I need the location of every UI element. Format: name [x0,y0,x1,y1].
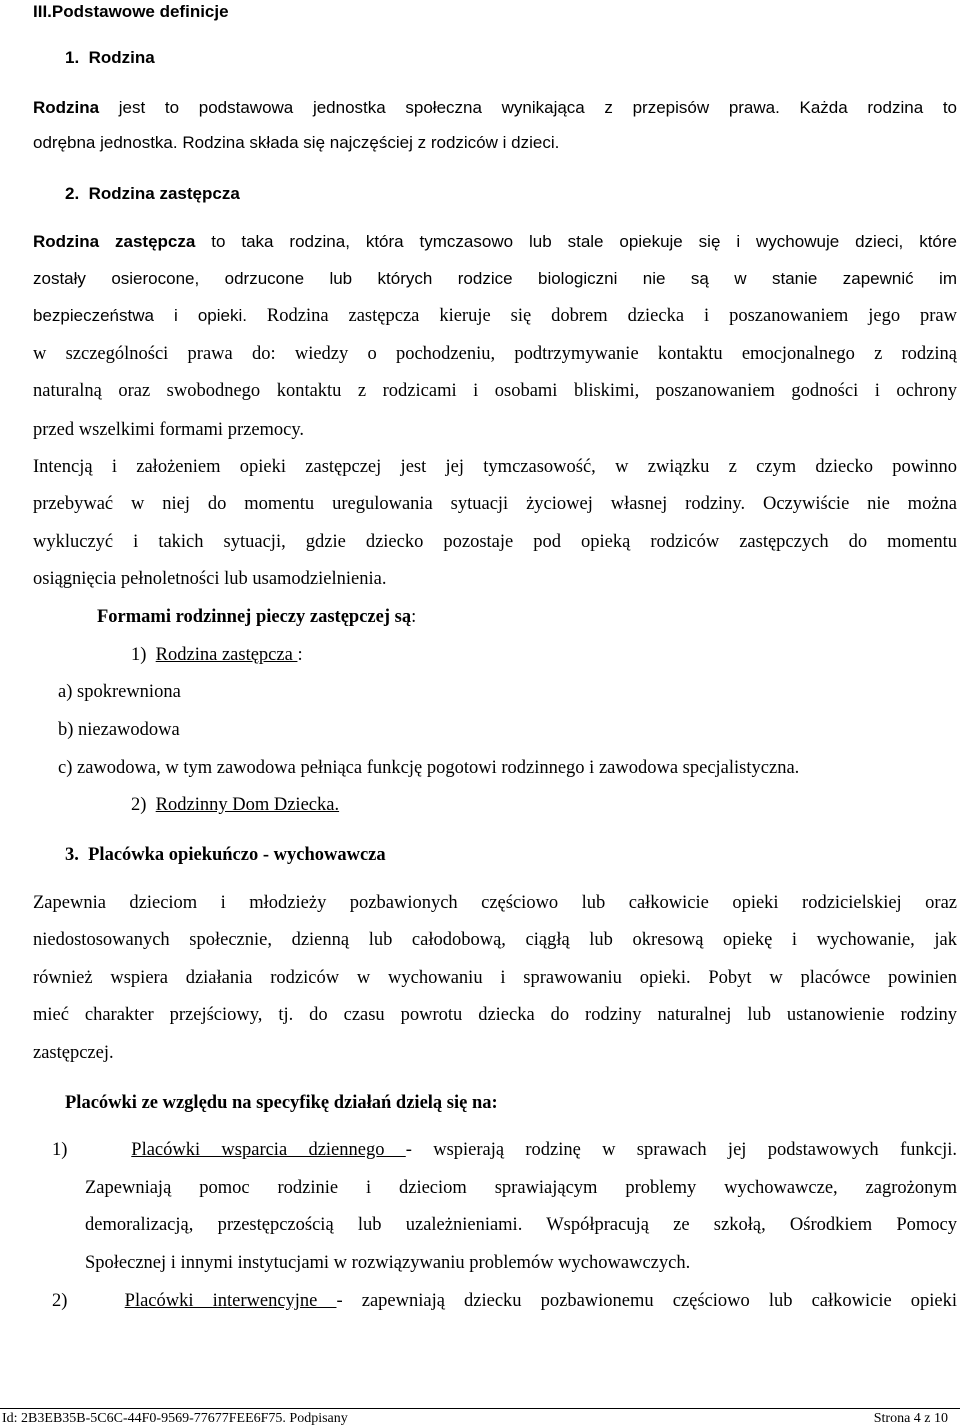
intencja-line-2: przebywać w niej do momentu uregulowania sytuacji życiowej własnej rodziny. Oczywiście nie można [33,494,957,514]
form-1: 1) Rodzina zastępcza : [131,645,303,665]
type-2-line-1: 2) Placówki interwencyjne - zapewniają dziecku pozbawionemu częściowo lub całkowicie opieki [52,1291,957,1311]
zastepcza-line-5: naturalną oraz swobodnego kontaktu z rodzicami i osobami bliskimi, poszanowaniem godności i ochrony [33,381,957,401]
section-title: Podstawowe definicje [51,2,229,21]
term-rodzina-zastepcza: Rodzina zastępcza [33,232,196,251]
intencja-line-3: wykluczyć i takich sytuacji, gdzie dziecko pozostaje pod opieką rodziców zastępczych do momentu [33,532,957,552]
footer-document-id: Id: 2B3EB35B-5C6C-44F0-9569-77677FEE6F75. Podpisany [2,1411,348,1426]
footer-page-number: Strona 4 z 10 [873,1411,948,1426]
form-1-label: Rodzina zastępcza [155,645,298,665]
heading-rodzina: 1. Rodzina [65,48,155,67]
form-2-label: Rodzinny Dom Dziecka. [155,795,340,815]
forms-heading: Formami rodzinnej pieczy zastępczej są: [97,607,417,627]
placowka-line-2: niedostosowanych społecznie, dzienną lub całodobową, ciągłą lub okresową opiekę i wychowanie, jak [33,930,957,950]
type-1-label: Placówki wsparcia dziennego [131,1140,406,1160]
rodzina-definition-line-2: odrębna jednostka. Rodzina składa się najczęściej z rodziców i dzieci. [33,133,560,152]
zastepcza-line-3: bezpieczeństwa i opieki. Rodzina zastępcza kieruje się dobrem dziecka i poszanowaniem jego praw [33,306,957,326]
type-1-line-2: Zapewniają pomoc rodzinie i dzieciom sprawiającym problemy wychowawcze, zagrożonym [85,1178,957,1198]
type-2-label: Placówki interwencyjne [124,1291,337,1311]
zastepcza-line-6: przed wszelkimi formami przemocy. [33,420,305,440]
placowka-line-1: Zapewnia dzieciom i młodzieży pozbawionych częściowo lub całkowicie opieki rodzicielskiej oraz [33,893,957,913]
zastepcza-line-2: zostały osierocone, odrzucone lub których rodzice biologiczni nie są w stanie zapewnić im [33,269,957,288]
term-rodzina: Rodzina [33,98,100,117]
placowka-line-5: zastępczej. [33,1043,114,1063]
types-heading: Placówki ze względu na specyfikę działań dzielą się na: [65,1093,498,1113]
type-1-line-3: demoralizacją, przestępczością lub uzależnieniami. Współpracują ze szkołą, Ośrodkiem Pomocy [85,1215,957,1235]
type-1-line-4: Społecznej i innymi instytucjami w rozwiązywaniu problemów wychowawczych. [85,1253,691,1273]
placowka-line-4: mieć charakter przejściowy, tj. do czasu powrotu dziecka do rodziny naturalnej lub ustanowienie rodziny [33,1005,957,1025]
form-1-a: a) spokrewniona [58,682,181,702]
intencja-line-4: osiągnięcia pełnoletności lub usamodzielnienia. [33,569,387,589]
form-1-c: c) zawodowa, w tym zawodowa pełniąca funkcję pogotowi rodzinnego i zawodowa specjalistyczna. [58,758,800,778]
zastepcza-line-4: w szczególności prawa do: wiedzy o pochodzeniu, podtrzymywanie kontaktu emocjonalnego z rodziną [33,344,957,364]
form-1-b: b) niezawodowa [58,720,180,740]
heading-placowka: 3. Placówka opiekuńczo - wychowawcza [65,845,386,865]
zastepcza-line-1: Rodzina zastępcza to taka rodzina, która tymczasowo lub stale opiekuje się i wychowuje dzieci, które [33,232,957,251]
footer-divider [0,1408,960,1409]
heading-rodzina-zastepcza: 2. Rodzina zastępcza [65,184,240,203]
section-heading [33,0,960,24]
type-1-line-1: 1) Placówki wsparcia dziennego - wspierają rodzinę w sprawach jej podstawowych funkcji. [52,1140,957,1160]
placowka-line-3: również wspiera działania rodziców w wychowaniu i sprawowaniu opieki. Pobyt w placówce powinien [33,968,957,988]
section-number: III. [33,2,52,21]
form-2: 2) Rodzinny Dom Dziecka. [131,795,340,815]
intencja-line-1: Intencją i założeniem opieki zastępczej jest jej tymczasowość, w związku z czym dziecko powinno [33,457,957,477]
rodzina-definition-line-1: Rodzina jest to podstawowa jednostka społeczna wynikająca z przepisów prawa. Każda rodzina to [33,98,957,117]
